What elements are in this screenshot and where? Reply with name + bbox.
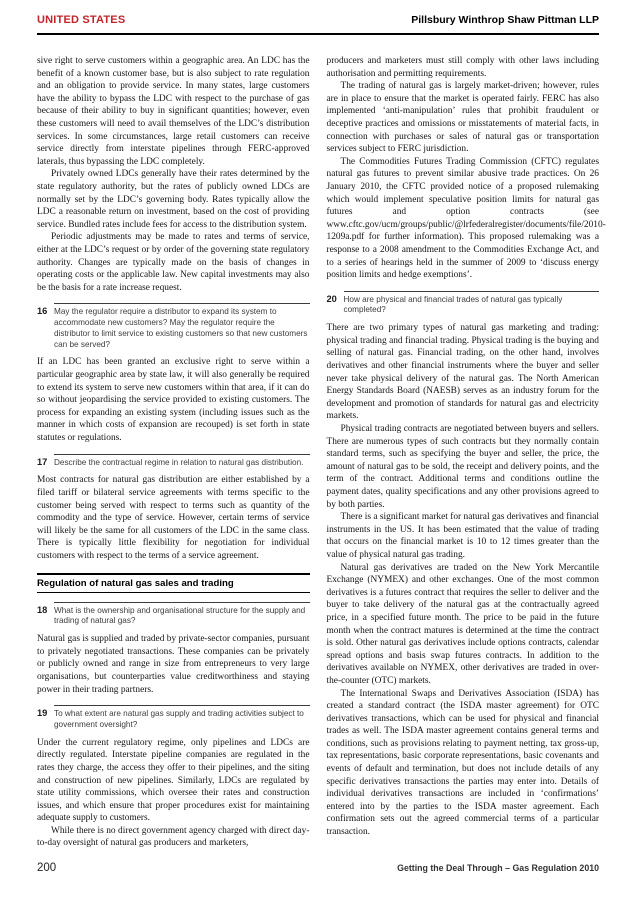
paragraph: producers and marketers must still comply with other laws including authorisation and permitting requirements. [326, 56, 599, 79]
question-17 [37, 454, 310, 469]
question-number: 17 [37, 456, 48, 467]
answer-paragraph: There is a significant market for natural gas derivatives and financial instruments in the US. It has been estimated that the value of trading that occurs on the financial market is 10 to 12 times greater than the value of physical natural gas trading. [326, 512, 599, 560]
question-18 [37, 602, 310, 628]
question-text: What is the ownership and organisational structure for the supply and trading of natural gas? [54, 602, 310, 628]
answer-paragraph: While there is no direct government agency charged with direct day-to-day oversight of natural gas producers and marketers, [37, 825, 310, 849]
answer-paragraph: Physical trading contracts are negotiated between buyers and sellers. There are numerous types of such contracts but they normally contain standard terms, such as specifying the buyer and seller, the price, the amount of natural gas to be sold, the receipt and delivery points, and the term of the contract. Additional terms and conditions outline the payment dates, quality specifications and any other provisions agreed to by both parties. [326, 424, 599, 510]
paragraph: The Commodities Futures Trading Commission (CFTC) regulates natural gas futures to prevent similar abusive trade practices. On 26 January 2010, the CFTC provided notice of a proposed rulemaking which would implement speculative position limits for natural gas futures and option contracts (see www.cftc.gov/ucm/groups/public/@lrfederalregister/documents/file/2010-1209a.pdf for further information). This proposed rulemaking was a response to a 2008 amendment to the Commodities Exchange Act, and to a series of hearings held in the summer of 2009 to ‘discuss energy position limits and hedge exemptions’. [326, 156, 606, 281]
answer-paragraph: Natural gas derivatives are traded on the New York Mercantile Exchange (NYMEX) and other exchanges. One of the most common derivatives is a futures contract that requires the seller to deliver and the buyer to take delivery of the natural gas at the contractually agreed price, in a specified future month. The price to be paid in the future month when the contract matures is determined at the time the contract is sold. Other natural gas derivatives include options contracts, calendar spread options and basis swap futures contracts. In addition to the derivatives available on NYMEX, other derivatives are traded in over-the-counter (OTC) markets. [326, 562, 599, 686]
question-number: 16 [37, 306, 48, 317]
answer-paragraph: There are two primary types of natural gas marketing and trading: physical trading and financial trading. Physical trading is the buying and selling of natural gas. Financial trading, on the other hand, involves derivatives and other financial instruments where the buyer and seller never take physical delivery of the natural gas. The North American Energy Standards Board (NAESB) serves as an industry forum for the development and promotion of standards for natural gas and electricity markets. [326, 323, 599, 422]
answer-paragraph: Under the current regulatory regime, only pipelines and LDCs are directly regulated. Interstate pipeline companies are regulated in the rates they charge, the access they offer to their pipelines, and the siting and construction of new pipelines. Similarly, LDCs are regulated by state utility commissions, which oversee their rates and construction issues, and which ensure that proper procedures exist for maintaining adequate supply to customers. [37, 737, 310, 824]
answer-paragraph: The International Swaps and Derivatives Association (ISDA) has created a standard contract (the ISDA master agreement) for OTC derivatives transactions, which can be used for physical and financial trades as well. The ISDA master agreement contains general terms and conditions, such as provisions relating to payment netting, tax gross-up, tax representations, basic corporate representations, basic covenants and events of default and termination, but does not include details of any specific derivatives transactions the parties may enter into. Details of individual derivatives transactions are included in ‘confirmations’ entered into by the parties to the ISDA master agreement. Each confirmation sets out the agreed commercial terms of a particular transaction. [326, 688, 599, 838]
page-number: 200 [37, 862, 57, 874]
column-right [326, 55, 606, 850]
question-text: To what extent are natural gas supply and trading activities subject to government oversight? [54, 705, 310, 731]
question-text: May the regulator require a distributor to expand its system to accommodate new customers? May the regulator require the distributor to limit service to existing customers so that new customers can be served? [54, 303, 310, 350]
page-footer [37, 862, 599, 874]
paragraph: Privately owned LDCs generally have their rates determined by the state regulatory authority, but the rates of publicly owned LDCs are normally set by the LDC’s governing body. Rates typically allow the LDC a reasonable return on investment, based on the cost of providing service. Bundled rates include fees for access to the distribution system. [37, 169, 310, 230]
two-column-body [37, 55, 606, 850]
publication-title: Getting the Deal Through – Gas Regulation 2010 [397, 863, 599, 873]
firm-name: Pillsbury Winthrop Shaw Pittman LLP [411, 14, 599, 26]
country-label: UNITED STATES [37, 14, 126, 26]
paragraph: Periodic adjustments may be made to rates and terms of service, either at the LDC’s request or by order of the governing state regulatory authority. Changes are typically made on the basis of changes in operating costs or the applicable law. New capital investments may also be the basis for a rate increase request. [37, 232, 310, 293]
answer-paragraph: Most contracts for natural gas distribution are either established by a filed tariff or bilateral service agreements with terms specific to the customer being served with respect to terms such as quantity of the commodity and the type of service. However, certain terms of service will likely be the same for all customers of the LDC in the same class. There is typically little flexibility for negotiation for individual customers with respect to the terms of a service agreement. [37, 475, 310, 561]
question-16 [37, 303, 310, 350]
question-number: 18 [37, 604, 48, 615]
question-number: 20 [326, 293, 337, 304]
paragraph: sive right to serve customers within a geographic area. An LDC has the benefit of a known customer base, but is also subject to rate regulation and an obligation to provide service. In many states, large customers have the ability to bypass the LDC with respect to the purchase of gas because of their ability to buy in significant quantities; however, even these customers will need to avail themselves of the LDC’s distribution services. In some circumstances, large retail customers can receive service directly from interstate pipelines through FERC-approved laterals, thus bypassing the LDC completely. [37, 56, 310, 167]
section-heading: Regulation of natural gas sales and trading [37, 573, 310, 593]
page-header [37, 14, 599, 35]
question-number: 19 [37, 708, 48, 719]
question-text: Describe the contractual regime in relation to natural gas distribution. [54, 454, 310, 469]
column-left [37, 55, 310, 850]
answer-paragraph: Natural gas is supplied and traded by private-sector companies, pursuant to privately negotiated transactions. These companies can be privately or publicly owned and range in size from entrepreneurs to very large organisations, but counterparties value creditworthiness and staying power in their trading partners. [37, 634, 310, 695]
question-19 [37, 705, 310, 731]
question-text: How are physical and financial trades of natural gas typically completed? [344, 291, 600, 317]
answer-paragraph: If an LDC has been granted an exclusive right to serve within a particular geographic area by state law, it will also generally be required to extend its system to serve new customers within that area, if it can do so without jeopardising the service provided to existing customers. The process for expanding an existing system (including issues such as the manner in which costs of expansion are recouped) is set forth in state statutes or regulations. [37, 357, 310, 444]
paragraph: The trading of natural gas is largely market-driven; however, rules are in place to ensure that the market is operated fairly. FERC has also implemented ‘anti-manipulation’ rules that prohibit fraudulent or deceptive practices and omissions or misstatements of material facts, in connection with purchases or sales of natural gas or transportation services subject to FERC jurisdiction. [326, 81, 599, 155]
question-20 [327, 291, 600, 317]
